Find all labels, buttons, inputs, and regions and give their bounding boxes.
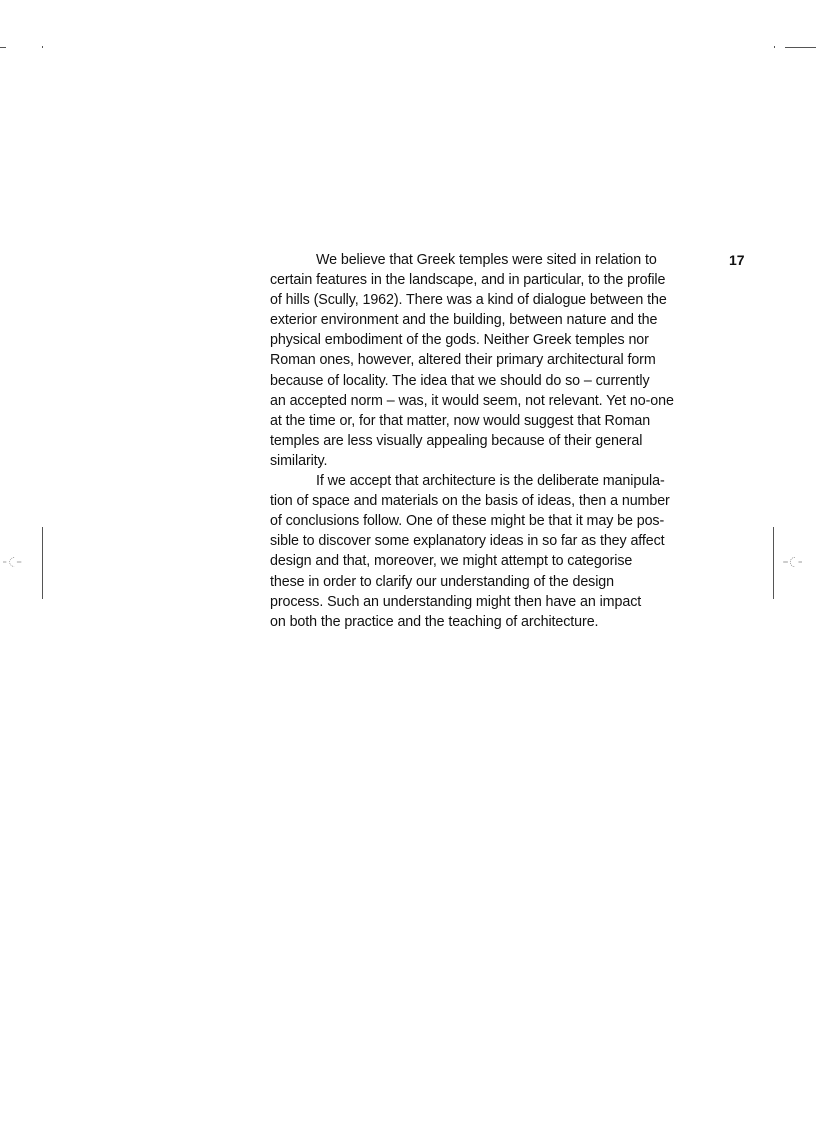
crop-mark-top-left-tick bbox=[42, 46, 43, 48]
registration-target-right-icon bbox=[782, 552, 802, 572]
text-line: design and that, moreover, we might attempt to categorise bbox=[270, 553, 633, 570]
registration-target-left-icon bbox=[3, 552, 23, 572]
paragraph-2 bbox=[270, 471, 700, 632]
text-line: of hills (Scully, 1962). There was a kind of dialogue between the bbox=[270, 292, 667, 309]
text-line: sible to discover some explanatory ideas in so far as they affect bbox=[270, 533, 665, 550]
body-text bbox=[270, 250, 700, 632]
text-line: on both the practice and the teaching of architecture. bbox=[270, 613, 599, 630]
crop-mark-top-right bbox=[785, 47, 816, 48]
page-number: 17 bbox=[729, 252, 745, 268]
crop-mark-top-right-tick bbox=[774, 46, 775, 48]
text-line: because of locality. The idea that we should do so – currently bbox=[270, 372, 650, 389]
paragraph-1 bbox=[270, 250, 700, 471]
text-line: physical embodiment of the gods. Neither Greek temples nor bbox=[270, 332, 649, 349]
text-line: We believe that Greek temples were sited in relation to bbox=[316, 252, 657, 268]
text-line: certain features in the landscape, and in particular, to the profile bbox=[270, 272, 666, 289]
text-line: temples are less visually appealing because of their general bbox=[270, 432, 643, 449]
crop-mark-top-left bbox=[0, 47, 6, 48]
text-line: of conclusions follow. One of these might be that it may be pos- bbox=[270, 513, 665, 530]
text-line: at the time or, for that matter, now would suggest that Roman bbox=[270, 412, 651, 429]
text-line: process. Such an understanding might then have an impact bbox=[270, 593, 642, 610]
registration-mark-left-vertical bbox=[42, 527, 43, 599]
text-line: tion of space and materials on the basis of ideas, then a number bbox=[270, 493, 670, 510]
text-line: an accepted norm – was, it would seem, not relevant. Yet no-one bbox=[270, 392, 674, 409]
text-line: If we accept that architecture is the deliberate manipula- bbox=[316, 473, 665, 490]
text-line: similarity. bbox=[270, 452, 328, 469]
text-line: Roman ones, however, altered their primary architectural form bbox=[270, 352, 656, 369]
text-line: exterior environment and the building, between nature and the bbox=[270, 312, 658, 329]
text-line: these in order to clarify our understanding of the design bbox=[270, 573, 614, 590]
registration-mark-right-vertical bbox=[773, 527, 774, 599]
